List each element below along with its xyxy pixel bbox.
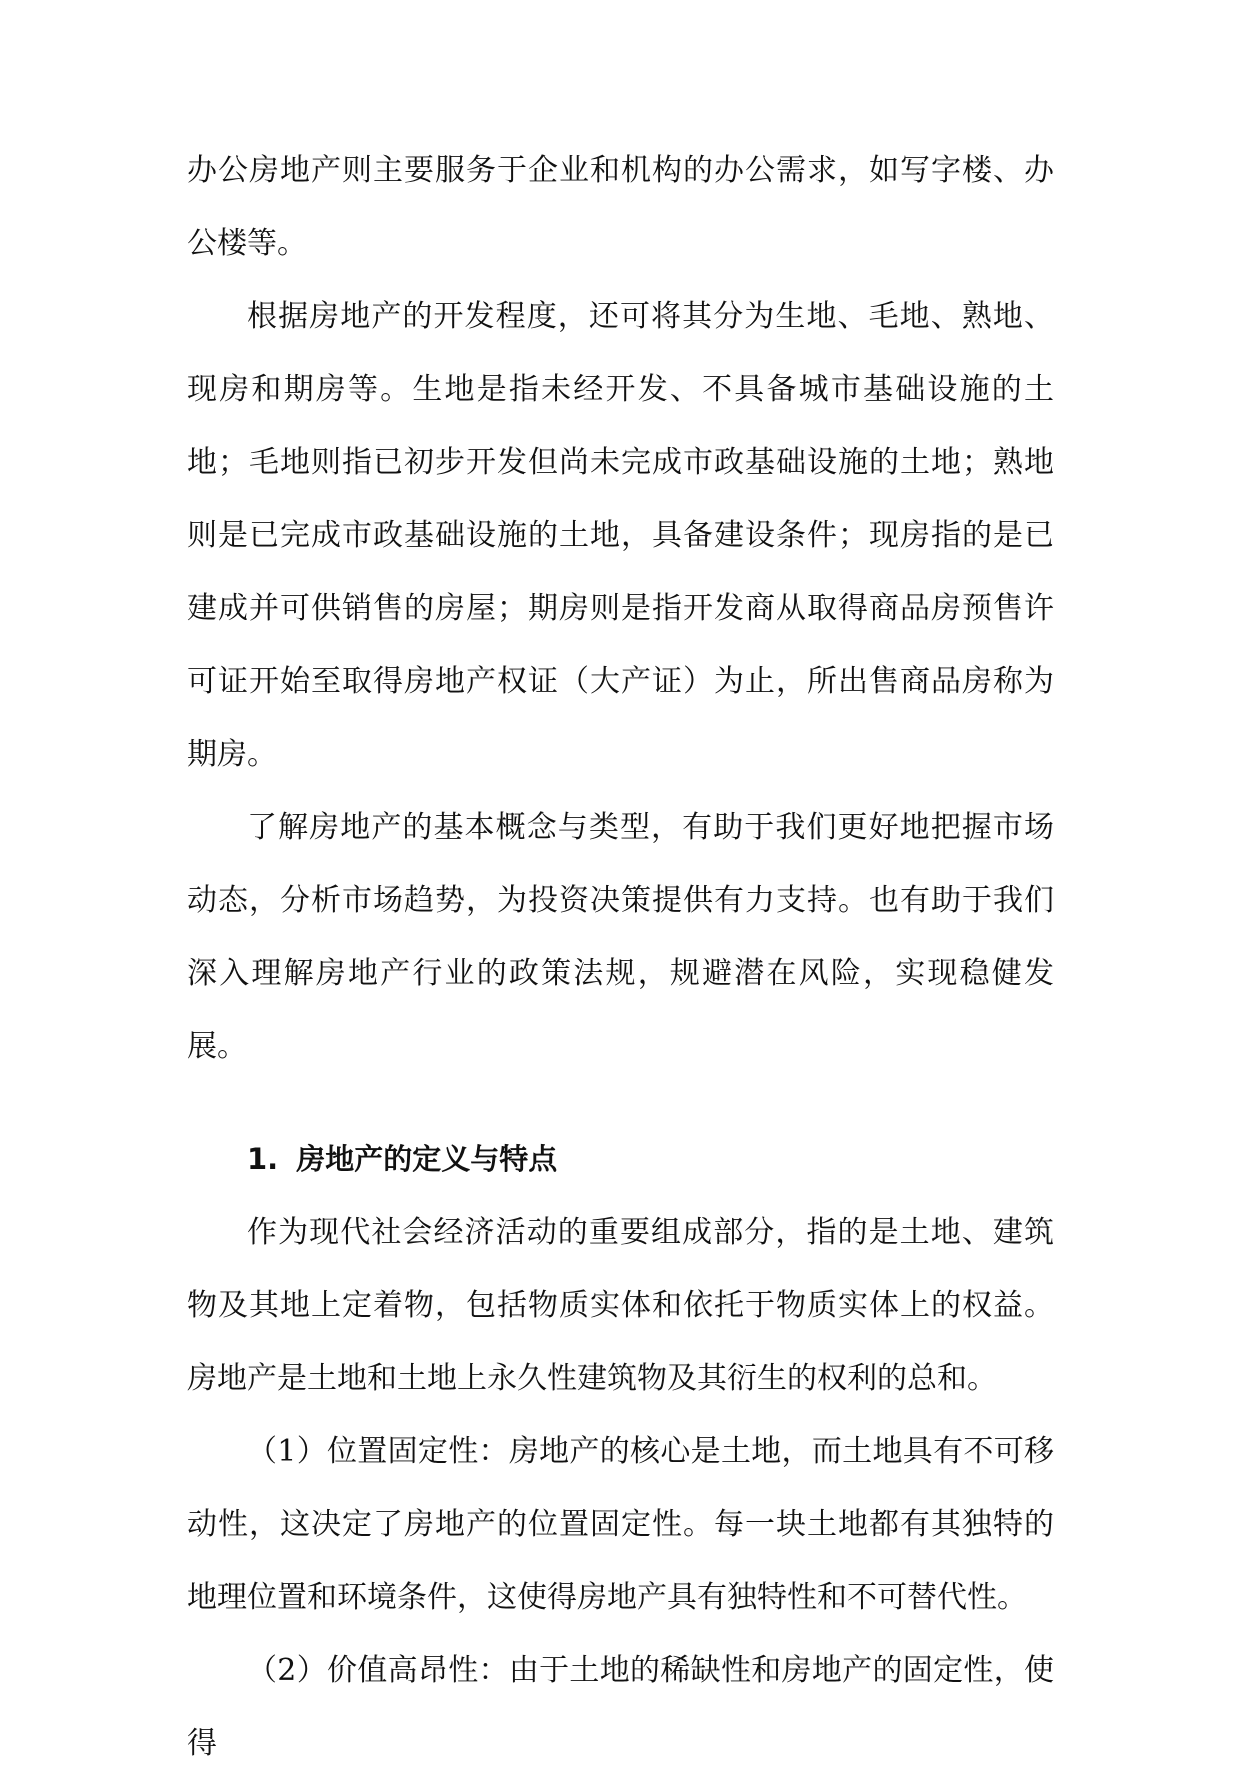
section-heading — [187, 1123, 1054, 1196]
paragraph-definition: 作为现代社会经济活动的重要组成部分，指的是土地、建筑物及其地上定着物，包括物质实体和依托于物质实体上的权益。房地产是土地和土地上永久性建筑物及其衍生的权利的总和。 — [187, 1215, 1054, 1396]
document-body — [187, 134, 1054, 1780]
paragraph-feature-fixed-location: （1）位置固定性：房地产的核心是土地，而土地具有不可移动性，这决定了房地产的位置固定性。每一块土地都有其独特的地理位置和环境条件，这使得房地产具有独特性和不可替代性。 — [187, 1434, 1054, 1615]
paragraph-development-degree: 根据房地产的开发程度，还可将其分为生地、毛地、熟地、现房和期房等。生地是指未经开发、不具备城市基础设施的土地；毛地则指已初步开发但尚未完成市政基础设施的土地；熟地则是已完成市政基础设施的土地，具备建设条件；现房指的是已建成并可供销售的房屋；期房则是指开发商从取得商品房预售许可证开始至取得房地产权证（大产证）为止，所出售商品房称为期房。 — [187, 299, 1054, 772]
paragraph-feature-high-value: （2）价值高昂性：由于土地的稀缺性和房地产的固定性，使得 — [187, 1653, 1054, 1761]
paragraph-understanding: 了解房地产的基本概念与类型，有助于我们更好地把握市场动态，分析市场趋势，为投资决策提供有力支持。也有助于我们深入理解房地产行业的政策法规，规避潜在风险，实现稳健发展。 — [187, 810, 1054, 1064]
paragraph-office-real-estate: 办公房地产则主要服务于企业和机构的办公需求，如写字楼、办公楼等。 — [187, 153, 1054, 261]
section-title: 房地产的定义与特点 — [296, 1142, 558, 1176]
section-number: 1. — [247, 1142, 279, 1176]
